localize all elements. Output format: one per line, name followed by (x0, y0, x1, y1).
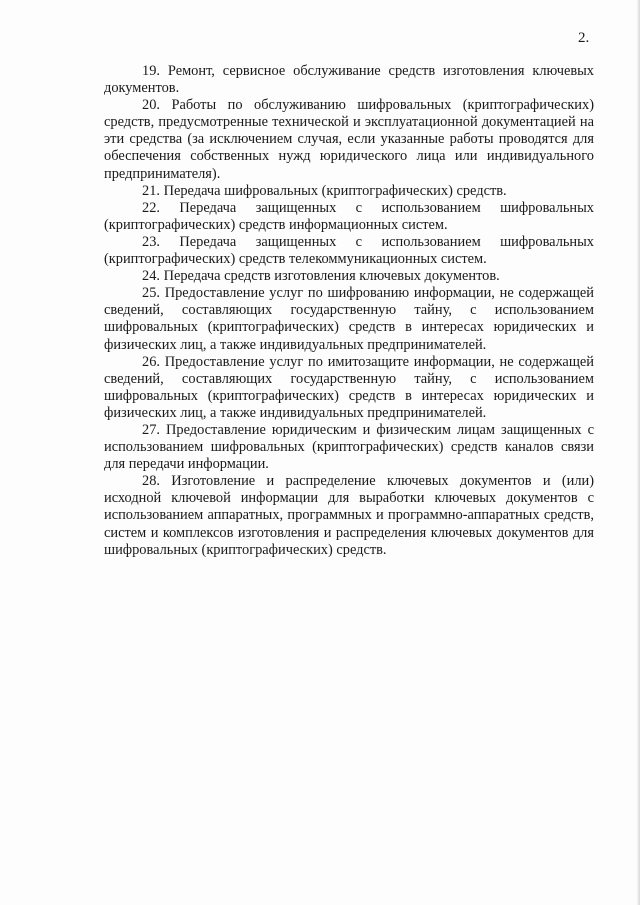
paragraph-21: 21. Передача шифровальных (криптографических) средств. (142, 182, 507, 199)
paragraph-28: 28. Изготовление и распределение ключевых документов и (или) исходной ключевой информации для выработки ключевых документов с использованием аппаратных, программных и программно-аппаратных средств, систем и комплексов изготовления и распределения ключевых документов для шифровальных (криптографических) средств. (104, 473, 594, 558)
paragraph-27: 27. Предоставление юридическим и физическим лицам защищенных с использованием шифровальных (криптографических) средств каналов связи для передачи информации. (104, 421, 594, 473)
paragraph-20: 20. Работы по обслуживанию шифровальных (криптографических) средств, предусмотренные технической и эксплуатационной документацией на эти средства (за исключением случая, если указанные работы проводятся для обеспечения собственных нужд юридического лица или индивидуального предпринимателя). (104, 97, 594, 182)
paragraph-26: 26. Предоставление услуг по имитозащите информации, не содержащей сведений, составляющих государственную тайну, с использованием шифровальных (криптографических) средств в интересах юридических и физических лиц, а также индивидуальных предпринимателей. (104, 353, 594, 421)
paragraph-19: 19. Ремонт, сервисное обслуживание средств изготовления ключевых документов. (104, 63, 594, 97)
paragraph-23: 23. Передача защищенных с использованием шифровальных (криптографических) средств телекоммуникационных систем. (104, 233, 594, 268)
page-number: 2. (578, 30, 590, 46)
document-body (104, 63, 594, 559)
paragraph-24: 24. Передача средств изготовления ключевых документов. (142, 268, 500, 285)
paragraph-22: 22. Передача защищенных с использованием шифровальных (криптографических) средств информационных систем. (104, 199, 594, 233)
paragraph-25: 25. Предоставление услуг по шифрованию информации, не содержащей сведений, составляющих государственную тайну, с использованием шифровальных (криптографических) средств в интересах юридических и физических лиц, а также индивидуальных предпринимателей. (104, 285, 594, 353)
